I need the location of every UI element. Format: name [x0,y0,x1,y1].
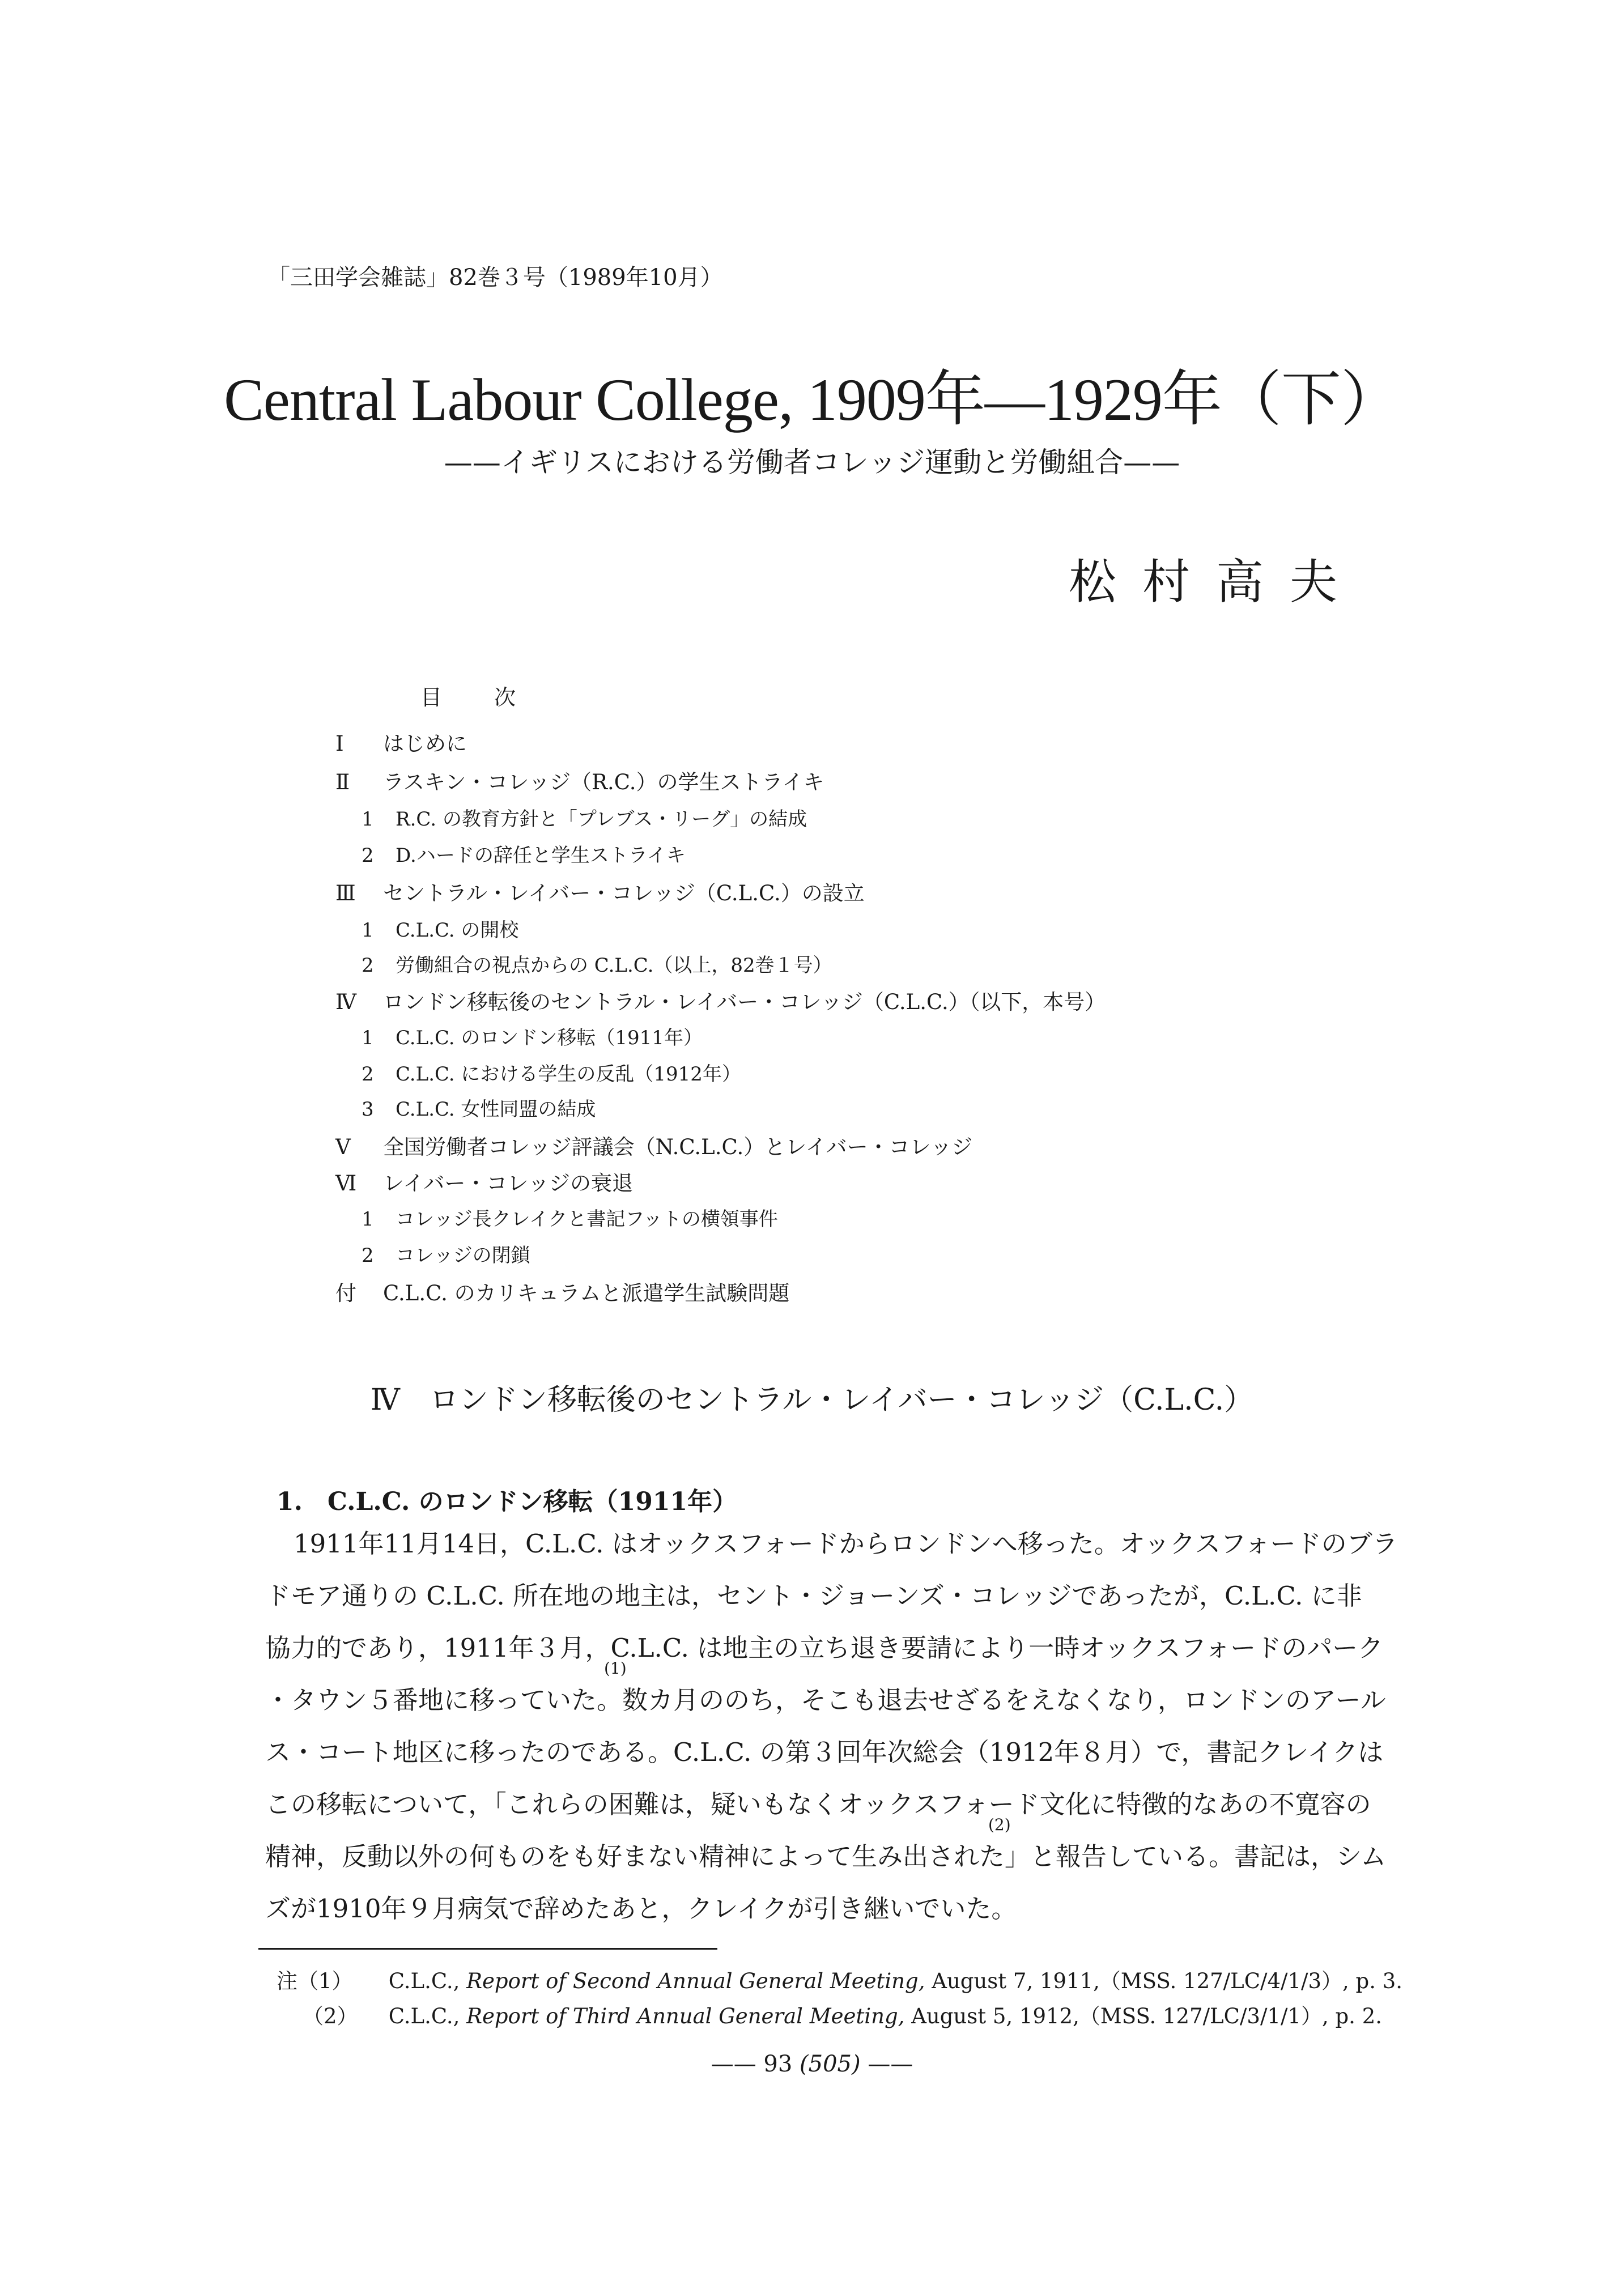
body-line: 1911年11月14日，C.L.C. はオックスフォードからロンドンへ移った。オックスフォードのブラ [294,1529,1398,1559]
footnote-prefix: C.L.C., [388,1969,460,1993]
subsection-heading: 1. C.L.C. のロンドン移転（1911年） [277,1487,738,1516]
article-subtitle: ——イギリスにおける労働者コレッジ運動と労働組合—— [444,446,1180,479]
footnote-rest: August 5, 1912,（MSS. 127/LC/3/1/1）, p. 2. [911,2004,1383,2028]
toc-item: Ⅲ セントラル・レイバー・コレッジ（C.L.C.）の設立 [335,881,865,905]
toc-item: 2 C.L.C. における学生の反乱（1912年） [362,1063,741,1086]
footnote-label: 注（1） [277,1969,353,1993]
author-name: 松村高夫 [1068,554,1363,610]
toc-item: 1 コレッジ長クレイクと書記フットの横領事件 [362,1208,778,1231]
body-line: ドモア通りの C.L.C. 所在地の地主は，セント・ジョーンズ・コレッジであったが，C.L.C. に非 [265,1581,1362,1611]
toc-item: Ⅳ ロンドン移転後のセントラル・レイバー・コレッジ（C.L.C.）（以下，本号） [335,990,1106,1014]
journal-citation: 「三田学会雑誌」82巻３号（1989年10月） [267,265,723,291]
toc-item: 1 C.L.C. のロンドン移転（1911年） [362,1027,703,1049]
footnote-rest: August 7, 1911,（MSS. 127/LC/4/1/3）, p. 3. [932,1969,1403,1993]
article-title: Central Labour College, 1909年—1929年（下） [224,367,1400,433]
footnote-work: Report of Second Annual General Meeting, [466,1969,925,1993]
body-line-part: ・タウン５番地に移っていた。数カ月ののち，そこも退去せざるをえなくなり，ロンドンのアール [265,1685,1386,1715]
toc-heading: 目次 [420,685,568,710]
section-heading: Ⅳ ロンドン移転後のセントラル・レイバー・コレッジ（C.L.C.） [370,1383,1254,1417]
footnote-prefix: C.L.C., [388,2004,460,2028]
page-number [0,2051,1624,2077]
body-line: 精神，反動以外の何ものをも好まない精神によって生み出された」と報告している。書記は，シム [265,1841,1387,1871]
toc-item: Ⅵ レイバー・コレッジの衰退 [335,1171,634,1196]
body-line: 協力的であり，1911年３月，C.L.C. は地主の立ち退き要請により一時オックスフォードのパーク [265,1633,1384,1663]
toc-item: 1 R.C. の教育方針と「プレブス・リーグ」の結成 [362,808,807,831]
footnote [277,1999,1382,2030]
toc-item: 2 コレッジの閉鎖 [362,1244,530,1267]
body-line [265,1679,1386,1716]
toc-item: 1 C.L.C. の開校 [362,919,519,942]
page-number-dash: —— [868,2051,913,2077]
toc-item: Ⅴ 全国労働者コレッジ評議会（N.C.L.C.）とレイバー・コレッジ [335,1135,973,1159]
footnote-label: （2） [303,2004,358,2028]
toc-item: 2 D.ハードの辞任と学生ストライキ [362,844,686,867]
footnote-divider [258,1948,717,1950]
footnote [277,1964,1402,1994]
toc-item: Ⅱ ラスキン・コレッジ（R.C.）の学生ストライキ [335,770,824,794]
footnote-ref: (1) [604,1659,627,1678]
body-line: この移転について，「これらの困難は，疑いもなくオックスフォード文化に特徴的なあの不寛容の [265,1789,1371,1819]
footnote-work: Report of Third Annual General Meeting, [466,2004,905,2028]
body-line: ズが1910年９月病気で辞めたあと，クレイクが引き継いでいた。 [265,1894,1017,1924]
page-number-left: —— 93 [711,2051,793,2077]
body-line: ス・コート地区に移ったのである。C.L.C. の第３回年次総会（1912年８月）で，書記クレイクは [265,1737,1384,1767]
toc-item: 3 C.L.C. 女性同盟の結成 [362,1098,596,1121]
footnote-ref: (2) [988,1815,1011,1834]
toc-item: 付 C.L.C. のカリキュラムと派遣学生試験問題 [335,1281,790,1305]
toc-item: Ⅰ はじめに [335,731,467,756]
page-number-right: (505) [800,2051,861,2077]
toc-item: 2 労働組合の視点からの C.L.C.（以上，82巻１号） [362,954,832,977]
